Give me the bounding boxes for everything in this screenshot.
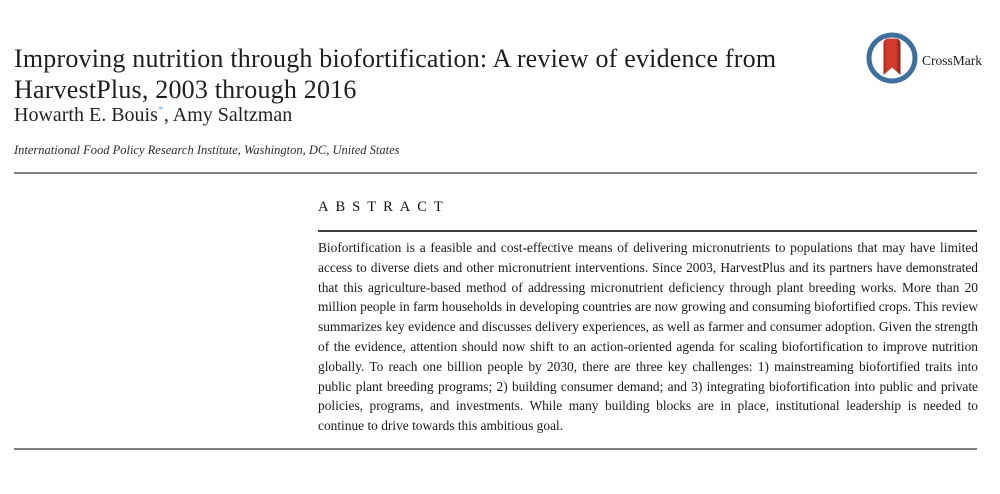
abstract-heading: ABSTRACT [318, 199, 450, 215]
crossmark-label: CrossMark [922, 52, 982, 68]
author-name-1: Howarth E. Bouis [14, 104, 158, 126]
paper-title-line-1: Improving nutrition through biofortification: A review of evidence from [14, 44, 777, 74]
paper-title-line-2: HarvestPlus, 2003 through 2016 [14, 75, 357, 105]
divider-bottom-rule [14, 448, 977, 450]
paper-title [14, 43, 854, 105]
divider-top-rule [14, 172, 977, 174]
corresponding-author-asterisk: * [157, 102, 164, 117]
author-name-2: , Amy Saltzman [163, 104, 293, 126]
crossmark-badge[interactable] [866, 32, 982, 89]
crossmark-logo-icon [866, 32, 918, 89]
affiliation: International Food Policy Research Institute, Washington, DC, United States [14, 143, 400, 157]
abstract-heading-rule [318, 230, 977, 232]
author-list [14, 104, 292, 127]
abstract-text: Biofortification is a feasible and cost-effective means of delivering micronutrients to populations that may have limited access to diverse diets and other micronutrient interventions. Since 2003, HarvestPlus and its partners have demonstrated that this agriculture-based method of addressing micronutrient deficiency through plant breeding works. More than 20 million people in farm households in developing countries are now growing and consuming biofortified crops. This review summarizes key evidence and discusses delivery experiences, as well as farmer and consumer adoption. Given the strength of the evidence, attention should now shift to an action-oriented agenda for scaling biofortification to improve nutrition globally. To reach one billion people by 2030, there are three key challenges: 1) mainstreaming biofortified traits into public plant breeding programs; 2) building consumer demand; and 3) integrating biofortification into public and private policies, programs, and investments. While many building blocks are in place, institutional leadership is needed to continue to drive towards this ambitious goal. [318, 240, 978, 434]
